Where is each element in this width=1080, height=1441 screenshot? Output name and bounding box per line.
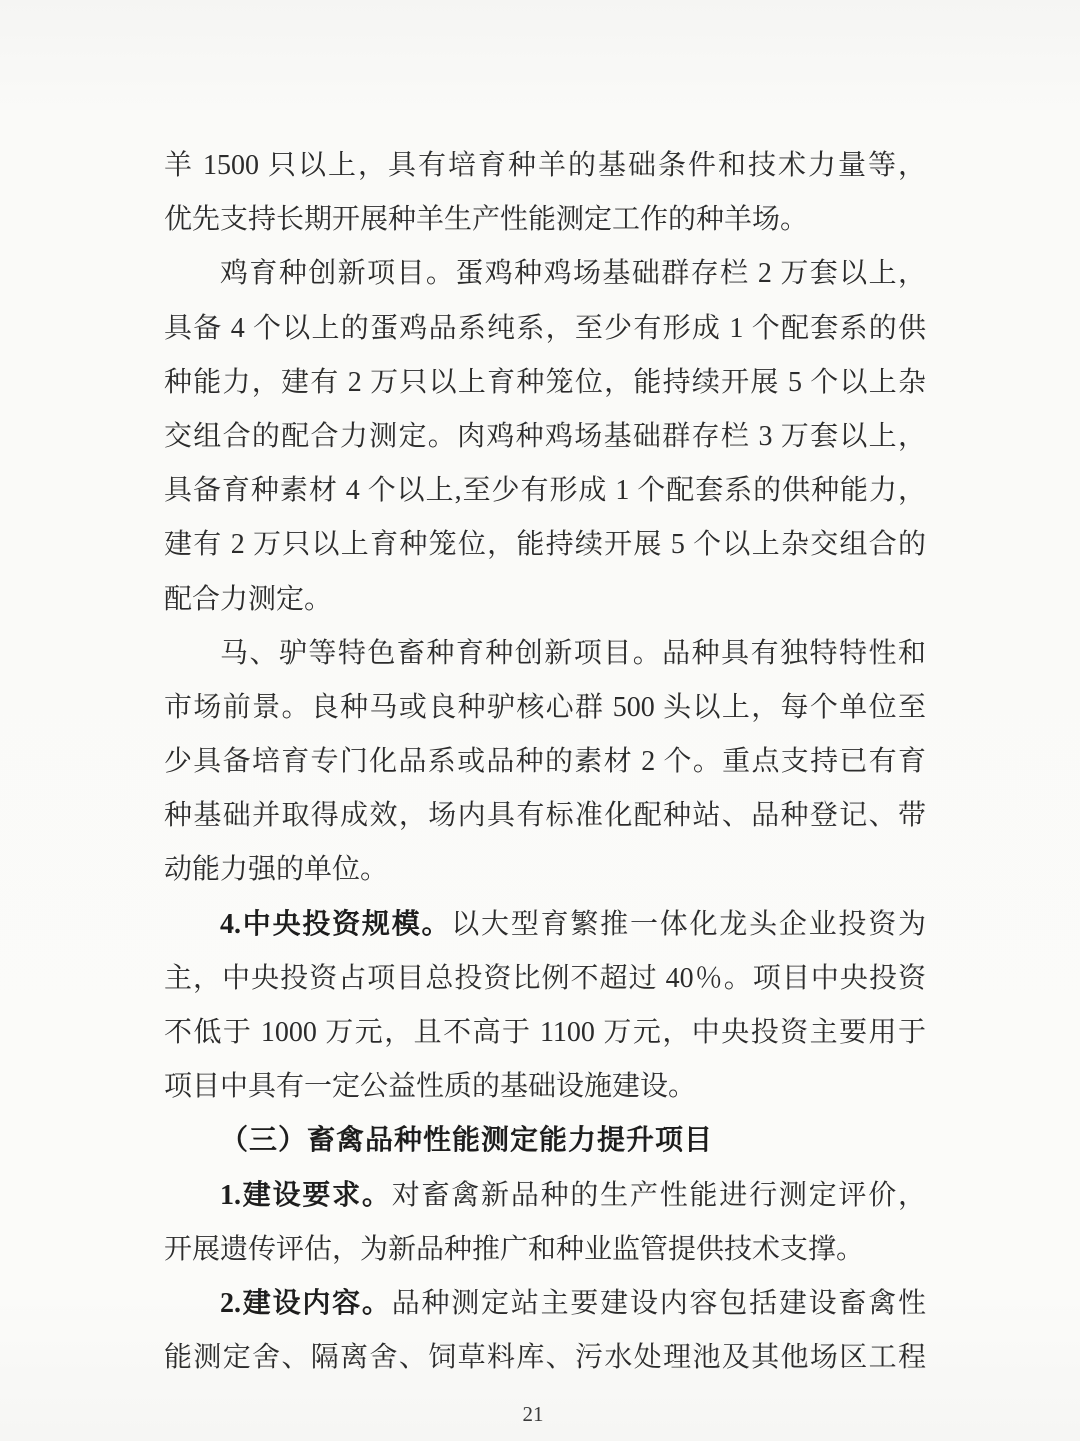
line-text-run: 对畜禽新品种的生产性能进行测定评价，: [391, 1179, 926, 1211]
line-text-run: 开展遗传评估，为新品种推广和种业监管提供技术支撑。: [164, 1233, 865, 1265]
line-text-run: 动能力强的单位。: [164, 854, 389, 886]
line-text-run: 项目中具有一定公益性质的基础设施建设。: [164, 1071, 697, 1103]
line-text-run: 不低于 1000 万元，且不高于 1100 万元，中央投资主要用于: [164, 1017, 926, 1048]
line-text-run: 品种测定站主要建设内容包括建设畜禽性: [391, 1287, 926, 1319]
line-text-run: 马、驴等特色畜种育种创新项目。品种具有独特特性和: [220, 637, 926, 669]
line-text-run: 配合力测定。: [164, 583, 333, 615]
text-line: [164, 573, 926, 627]
line-text-run: 少具备培育专门化品系或品种的素材 2 个。重点支持已有育: [164, 746, 926, 778]
line-text-run: 种基础并取得成效，场内具有标准化配种站、品种登记、带: [164, 800, 926, 832]
text-line: [164, 302, 926, 356]
text-line: [164, 1006, 926, 1060]
text-line: [164, 356, 926, 410]
text-line: [164, 789, 926, 843]
text-line: [164, 1331, 926, 1385]
section-heading: [164, 1114, 926, 1168]
page-number: 21: [522, 1402, 544, 1426]
text-line: [164, 410, 926, 464]
text-line: [164, 247, 926, 301]
line-text-run: 具备 4 个以上的蛋鸡品系纯系，至少有形成 1 个配套系的供: [164, 312, 926, 344]
line-bold-run: 2.建设内容。: [220, 1287, 392, 1319]
text-line: [164, 193, 926, 247]
line-text-run: 以大型育繁推一体化龙头企业投资为: [451, 908, 926, 940]
line-bold-run: 1.建设要求。: [220, 1179, 392, 1211]
text-line: [164, 843, 926, 897]
text-line: [164, 898, 926, 952]
line-text-run: 鸡育种创新项目。蛋鸡种鸡场基础群存栏 2 万套以上，: [220, 258, 926, 290]
line-bold-run: 4.中央投资规模。: [220, 908, 452, 940]
text-line: [164, 464, 926, 518]
line-text-run: 建有 2 万只以上育种笼位，能持续开展 5 个以上杂交组合的: [164, 529, 926, 561]
text-line: [164, 627, 926, 681]
line-text-run: 种能力，建有 2 万只以上育种笼位，能持续开展 5 个以上杂: [164, 366, 926, 398]
text-line: [164, 139, 926, 193]
text-line: [164, 1169, 926, 1223]
text-line: [164, 681, 926, 735]
text-line: [164, 1277, 926, 1331]
line-text-run: 优先支持长期开展种羊生产性能测定工作的种羊场。: [164, 204, 809, 236]
line-text-run: 主，中央投资占项目总投资比例不超过 40％。项目中央投资: [164, 962, 926, 994]
line-text-run: 能测定舍、隔离舍、饲草料库、污水处理池及其他场区工程: [164, 1342, 926, 1374]
line-text-run: 市场前景。良种马或良种驴核心群 500 头以上，每个单位至: [164, 691, 926, 723]
line-text-run: 具备育种素材 4 个以上,至少有形成 1 个配套系的供种能力，: [164, 475, 926, 507]
text-line: [164, 735, 926, 789]
text-line: [164, 1223, 926, 1277]
text-line: [164, 1060, 926, 1114]
text-line: [164, 952, 926, 1006]
line-text-run: 羊 1500 只以上，具有培育种羊的基础条件和技术力量等，: [164, 150, 926, 181]
line-bold-run: （三）畜禽品种性能测定能力提升项目: [220, 1125, 714, 1157]
document-body-text: [164, 139, 926, 1385]
line-text-run: 交组合的配合力测定。肉鸡种鸡场基础群存栏 3 万套以上，: [164, 420, 926, 452]
text-line: [164, 518, 926, 572]
